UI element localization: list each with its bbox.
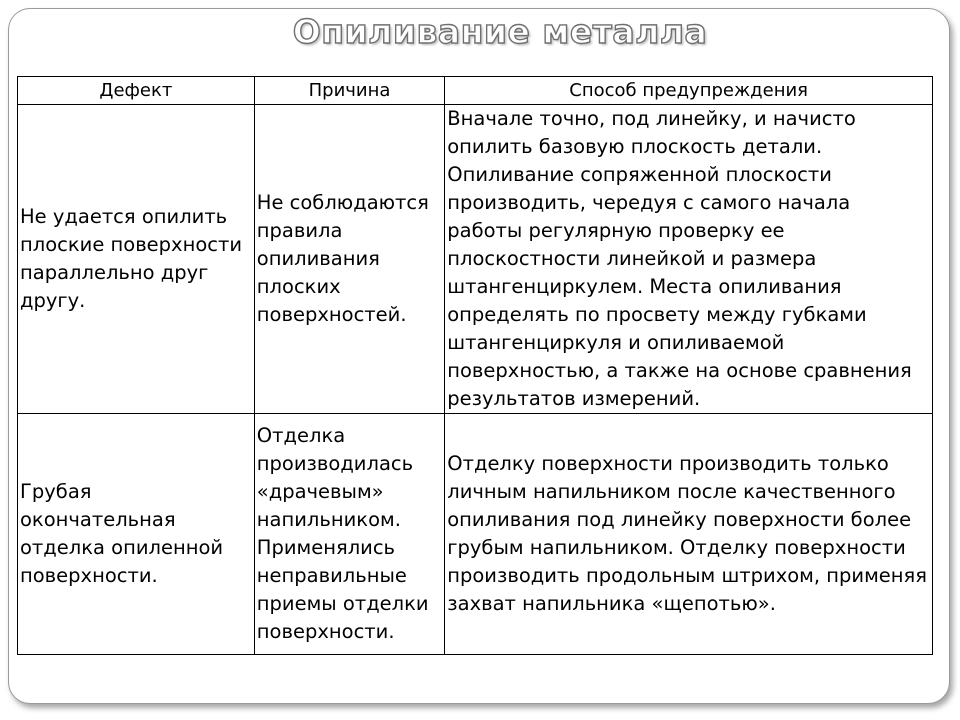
cell-prevention: Отделку поверхности производить только личным напильником после качественного опиливания под линейку поверхности более грубым напильником. Отделку поверхности производить продольным штрихом, применяя захват напильника «щепотью».: [445, 414, 933, 655]
header-prevention: Способ предупреждения: [445, 77, 933, 105]
slide-title: Опиливание металла: [292, 12, 708, 51]
defects-table: [17, 76, 933, 655]
table-header-row: [18, 77, 933, 105]
cell-cause: Не соблюдаются правила опиливания плоских поверхностей.: [254, 105, 444, 414]
header-defect: Дефект: [18, 77, 255, 105]
cell-cause: Отделка производилась «драчевым» напильником. Применялись неправильные приемы отделки поверхности.: [254, 414, 444, 655]
cell-defect: Грубая окончательная отделка опиленной поверхности.: [18, 414, 255, 655]
table-row: [18, 105, 933, 414]
header-cause: Причина: [254, 77, 444, 105]
cell-defect: Не удается опилить плоские поверхности параллельно друг другу.: [18, 105, 255, 414]
table-row: [18, 414, 933, 655]
cell-prevention: Вначале точно, под линейку, и начисто опилить базовую плоскость детали. Опиливание сопряженной плоскости производить, чередуя с самого начала работы регулярную проверку ее плоскостности линейкой и размера штангенциркулем. Места опиливания определять по просвету между губками штангенциркуля и опиливаемой поверхностью, а также на основе сравнения результатов измерений.: [445, 105, 933, 414]
